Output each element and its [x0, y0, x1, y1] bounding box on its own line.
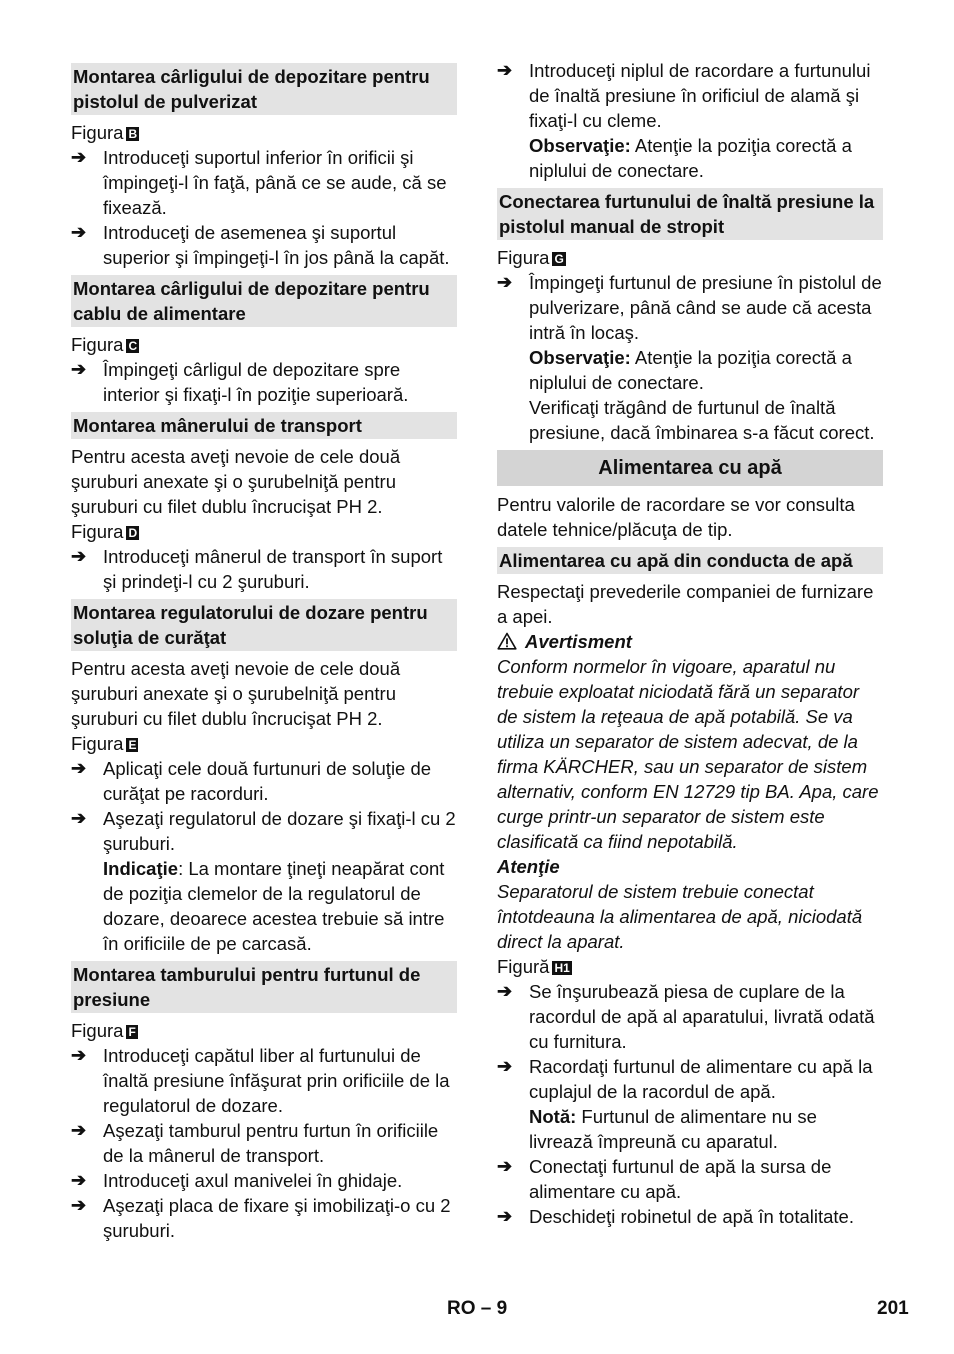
- figure-ref: Figura G: [497, 247, 564, 268]
- figure-ref: Figura D: [71, 521, 138, 542]
- heading-storage-hook-cable: Montarea cârligului de depozitare pentru cablu de alimentare: [71, 275, 457, 327]
- paragraph: Pentru acesta aveţi nevoie de cele două şuruburi anexate şi o şurubelniţă pentru şuruburi cu filet dublu încrucişat PH 2.: [71, 658, 401, 729]
- caution-heading: Atenţie: [497, 856, 560, 877]
- page-section-label: RO – 9: [447, 1298, 508, 1319]
- list-item: ➔ Conectaţi furtunul de apă la sursa de alimentare cu apă.: [497, 1156, 832, 1202]
- figure-ref: Figură H1: [497, 956, 570, 977]
- arrow-right-icon: ➔: [497, 1206, 513, 1226]
- left-column: [71, 58, 457, 1243]
- list-item: ➔ Racordaţi furtunul de alimentare cu apă la cuplajul de la racordul de apă. Notă: Furtunul de alimentare nu se livrează împreună cu aparatul.: [497, 1056, 873, 1152]
- note-label: Observaţie:: [529, 135, 631, 156]
- note-label: Observaţie:: [529, 347, 631, 368]
- heading-dosing-regulator: Montarea regulatorului de dozare pentru soluţia de curăţat: [71, 599, 457, 651]
- arrow-right-icon: ➔: [71, 147, 87, 167]
- figure-label-box: B: [128, 127, 138, 141]
- heading-storage-hook-gun: Montarea cârligului de depozitare pentru pistolul de pulverizat: [71, 63, 457, 115]
- list-item: ➔ Introduceţi de asemenea şi suportul superior şi împingeţi-l în jos până la capăt.: [71, 222, 450, 268]
- list-item: ➔ Introduceţi axul manivelei în ghidaje.: [71, 1170, 403, 1191]
- page-number: 201: [877, 1298, 909, 1319]
- arrow-right-icon: ➔: [71, 222, 87, 242]
- warning-triangle-icon: [497, 632, 517, 650]
- paragraph: Pentru valorile de racordare se vor consulta datele tehnice/plăcuţa de tip.: [497, 494, 855, 540]
- arrow-right-icon: ➔: [71, 1045, 87, 1065]
- arrow-right-icon: ➔: [71, 1170, 87, 1190]
- arrow-right-icon: ➔: [497, 981, 513, 1001]
- arrow-right-icon: ➔: [71, 758, 87, 778]
- warning-heading: Avertisment: [497, 629, 883, 654]
- list-item: ➔ Aşezaţi placa de fixare şi imobilizaţi-o cu 2 şuruburi.: [71, 1195, 451, 1241]
- note-label: Indicaţie: [103, 858, 179, 879]
- figure-ref: Figura B: [71, 122, 138, 143]
- list-item: ➔ Introduceţi suportul inferior în orificii şi împingeţi-l în faţă, până ce se aude, că se fixează.: [71, 147, 447, 218]
- arrow-right-icon: ➔: [71, 546, 87, 566]
- figure-label-box: G: [554, 252, 564, 266]
- list-item: ➔ Introduceţi mânerul de transport în suport şi prindeţi-l cu 2 şuruburi.: [71, 546, 443, 592]
- figure-label-box: C: [128, 339, 138, 353]
- note-label: Notă:: [529, 1106, 577, 1127]
- heading-water-supply: Alimentarea cu apă: [497, 450, 883, 486]
- list-item: ➔ Aplicaţi cele două furtunuri de soluţie de curăţat pe racorduri.: [71, 758, 432, 804]
- figure-label-box: E: [128, 738, 137, 752]
- figure-label-box: D: [128, 526, 138, 540]
- list-item: ➔ Deschideţi robinetul de apă în totalitate.: [497, 1206, 854, 1227]
- arrow-right-icon: ➔: [497, 272, 513, 292]
- arrow-right-icon: ➔: [71, 1120, 87, 1140]
- heading-hose-drum: Montarea tamburului pentru furtunul de presiune: [71, 961, 457, 1013]
- right-column: [497, 58, 883, 1229]
- heading-water-supply-mains: Alimentarea cu apă din conducta de apă: [497, 547, 883, 574]
- list-item: ➔ Aşezaţi regulatorul de dozare şi fixaţi-l cu 2 şuruburi. Indicaţie: La montare ţineţi neapărat cont de poziţia clemelor de la regulatorul de dozare, deoarece acestea trebuie să intre în orificiile de pe carcasă.: [71, 808, 456, 954]
- paragraph: Respectaţi prevederile companiei de furnizare a apei.: [497, 581, 874, 627]
- arrow-right-icon: ➔: [497, 1056, 513, 1076]
- arrow-right-icon: ➔: [71, 808, 87, 828]
- warning-text: Conform normelor în vigoare, aparatul nu trebuie exploatat niciodată fără un separator de sistem la reţeaua de apă potabilă. Se va utiliza un separator de sistem adecvat, de la firma KÄRCHER, sau un separator de sistem alternativ, conform EN 12729 tip BA. Apa, care curge printr-un separator de sistem este clasificată ca fiind nepotabilă.: [497, 656, 879, 852]
- heading-hose-to-gun: Conectarea furtunului de înaltă presiune la pistolul manual de stropit: [497, 188, 883, 240]
- figure-ref: Figura F: [71, 1020, 136, 1041]
- figure-ref: Figura E: [71, 733, 137, 754]
- list-item: ➔ Aşezaţi tamburul pentru furtun în orificiile de la mânerul de transport.: [71, 1120, 439, 1166]
- arrow-right-icon: ➔: [497, 1156, 513, 1176]
- list-item: ➔ Împingeţi cârligul de depozitare spre interior şi fixaţi-l în poziţie superioară.: [71, 359, 409, 405]
- heading-transport-handle: Montarea mânerului de transport: [71, 412, 457, 439]
- list-item: ➔ Împingeţi furtunul de presiune în pistolul de pulverizare, până când se aude că acesta intră în locaş. Observaţie: Atenţie la poziţia corectă a niplului de conectare. Verificaţi trăgând de furtunul de înaltă presiune, dacă îmbinarea s-a făcut corect.: [497, 272, 882, 443]
- arrow-right-icon: ➔: [497, 60, 513, 80]
- list-item: ➔ Se înşurubează piesa de cuplare de la racordul de apă al aparatului, livrată odată cu furnitura.: [497, 981, 875, 1052]
- arrow-right-icon: ➔: [71, 359, 87, 379]
- figure-label-box: F: [128, 1025, 136, 1039]
- figure-ref: Figura C: [71, 334, 138, 355]
- arrow-right-icon: ➔: [71, 1195, 87, 1215]
- caution-text: Separatorul de sistem trebuie conectat întotdeauna la alimentarea de apă, niciodată direct la aparat.: [497, 881, 863, 952]
- list-item: ➔ Introduceţi capătul liber al furtunului de înaltă presiune înfăşurat prin orificiile de la regulatorul de dozare.: [71, 1045, 450, 1116]
- figure-label-box: H1: [554, 961, 570, 975]
- paragraph: Pentru acesta aveţi nevoie de cele două şuruburi anexate şi o şurubelniţă pentru şuruburi cu filet dublu încrucişat PH 2.: [71, 446, 401, 517]
- list-item: ➔ Introduceţi niplul de racordare a furtunului de înaltă presiune în orificiul de alamă şi fixaţi-l cu cleme. Observaţie: Atenţie la poziţia corectă a niplului de conectare.: [497, 60, 871, 181]
